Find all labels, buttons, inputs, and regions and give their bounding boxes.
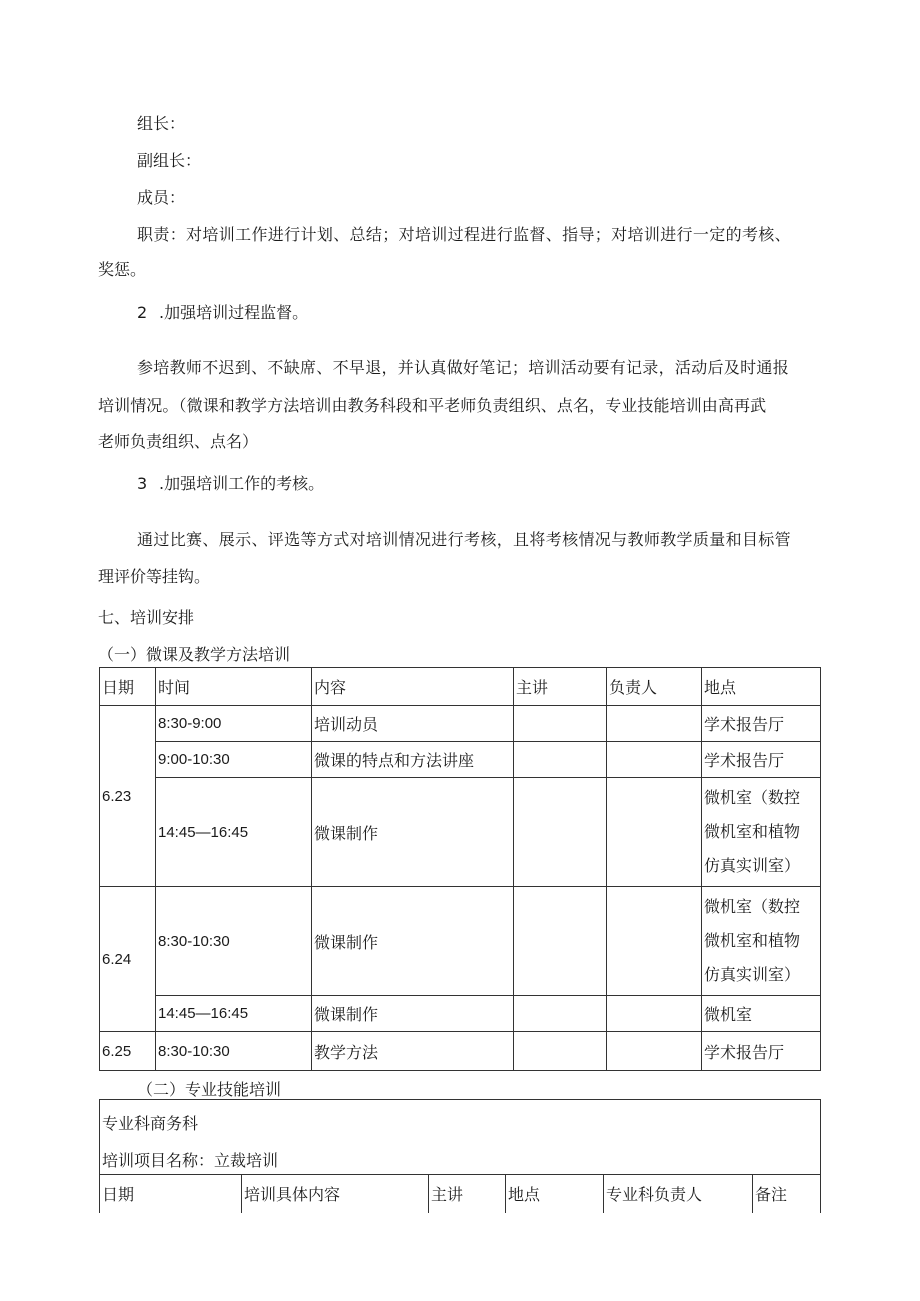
time-cell: 14:45—16:45 <box>156 778 312 887</box>
owner-cell <box>607 742 702 778</box>
speaker-cell <box>514 1032 607 1071</box>
header-remark: 备注 <box>753 1175 821 1213</box>
date-cell: 6.24 <box>100 887 156 1032</box>
time-cell: 14:45—16:45 <box>156 996 312 1032</box>
owner-cell <box>607 996 702 1032</box>
content-cell: 微课制作 <box>312 778 514 887</box>
arrangement-title: 七、培训安排 <box>98 608 195 627</box>
header-time: 时间 <box>156 668 312 706</box>
table-row <box>100 778 821 887</box>
section2-heading <box>137 303 308 323</box>
section2-num: 2 <box>137 303 148 322</box>
place-cell: 微机室 <box>702 996 821 1032</box>
section2-line2: 培训情况。（微课和教学方法培训由教务科段和平老师负责组织、点名，专业技能培训由高再武 <box>98 396 767 415</box>
owner-cell <box>607 778 702 887</box>
header-date: 日期 <box>100 668 156 706</box>
header-date: 日期 <box>100 1175 242 1213</box>
place-line: 微机室（数控 <box>704 897 801 916</box>
org-members: 成员： <box>137 188 186 207</box>
section3-title: .加强培训工作的考核。 <box>159 474 325 493</box>
header-content: 内容 <box>312 668 514 706</box>
time-cell: 8:30-10:30 <box>156 1032 312 1071</box>
owner-cell <box>607 706 702 742</box>
date-cell: 6.23 <box>100 706 156 887</box>
section2-line3: 老师负责组织、点名） <box>98 432 259 451</box>
org-leader: 组长： <box>137 114 186 133</box>
section3-line1: 通过比赛、展示、评选等方式对培训情况进行考核，且将考核情况与教师教学质量和目标管 <box>137 530 792 549</box>
org-duty-line2: 奖惩。 <box>98 260 147 279</box>
training-schedule-table <box>99 667 821 1071</box>
section2-line1: 参培教师不迟到、不缺席、不早退，并认真做好笔记；培训活动要有记录，活动后及时通报 <box>137 358 790 377</box>
place-cell: 学术报告厅 <box>702 706 821 742</box>
content-cell: 微课制作 <box>312 887 514 996</box>
table-row <box>100 742 821 778</box>
table-row <box>100 1032 821 1071</box>
time-cell: 9:00-10:30 <box>156 742 312 778</box>
content-cell: 培训动员 <box>312 706 514 742</box>
place-line: 微机室和植物 <box>704 822 801 841</box>
project-name: 培训项目名称：立裁培训 <box>102 1151 279 1170</box>
skills-training-box <box>99 1099 821 1175</box>
header-dept-owner: 专业科负责人 <box>604 1175 753 1213</box>
place-line: 微机室和植物 <box>704 931 801 950</box>
section3-heading <box>137 474 324 494</box>
section3-line2: 理评价等挂钩。 <box>98 567 211 586</box>
section2-title: .加强培训过程监督。 <box>159 303 309 322</box>
place-line: 仿真实训室） <box>704 856 801 875</box>
table-header-row <box>100 1175 821 1213</box>
skills-training-table <box>99 1174 821 1213</box>
arrangement-sub2: （二）专业技能培训 <box>137 1080 282 1099</box>
place-line: 仿真实训室） <box>704 965 801 984</box>
header-speaker: 主讲 <box>514 668 607 706</box>
place-cell <box>702 887 821 996</box>
speaker-cell <box>514 706 607 742</box>
table-row <box>100 996 821 1032</box>
dept-name: 专业科商务科 <box>102 1114 199 1133</box>
content-cell: 教学方法 <box>312 1032 514 1071</box>
org-vice-leader: 副组长： <box>137 151 202 170</box>
header-speaker: 主讲 <box>429 1175 506 1213</box>
content-cell: 微课制作 <box>312 996 514 1032</box>
time-cell: 8:30-9:00 <box>156 706 312 742</box>
owner-cell <box>607 1032 702 1071</box>
place-cell <box>702 778 821 887</box>
table-row <box>100 706 821 742</box>
date-cell: 6.25 <box>100 1032 156 1071</box>
org-duty-line1: 职责：对培训工作进行计划、总结；对培训过程进行监督、指导；对培训进行一定的考核、 <box>137 225 792 244</box>
time-cell: 8:30-10:30 <box>156 887 312 996</box>
speaker-cell <box>514 887 607 996</box>
place-cell: 学术报告厅 <box>702 1032 821 1071</box>
arrangement-sub1: （一）微课及教学方法培训 <box>98 645 291 664</box>
content-cell: 微课的特点和方法讲座 <box>312 742 514 778</box>
place-line: 微机室（数控 <box>704 788 801 807</box>
speaker-cell <box>514 742 607 778</box>
header-place: 地点 <box>506 1175 604 1213</box>
table-row <box>100 887 821 996</box>
owner-cell <box>607 887 702 996</box>
section3-num: 3 <box>137 474 148 493</box>
speaker-cell <box>514 778 607 887</box>
header-owner: 负责人 <box>607 668 702 706</box>
place-cell: 学术报告厅 <box>702 742 821 778</box>
speaker-cell <box>514 996 607 1032</box>
header-place: 地点 <box>702 668 821 706</box>
header-content: 培训具体内容 <box>242 1175 429 1213</box>
table-header-row <box>100 668 821 706</box>
